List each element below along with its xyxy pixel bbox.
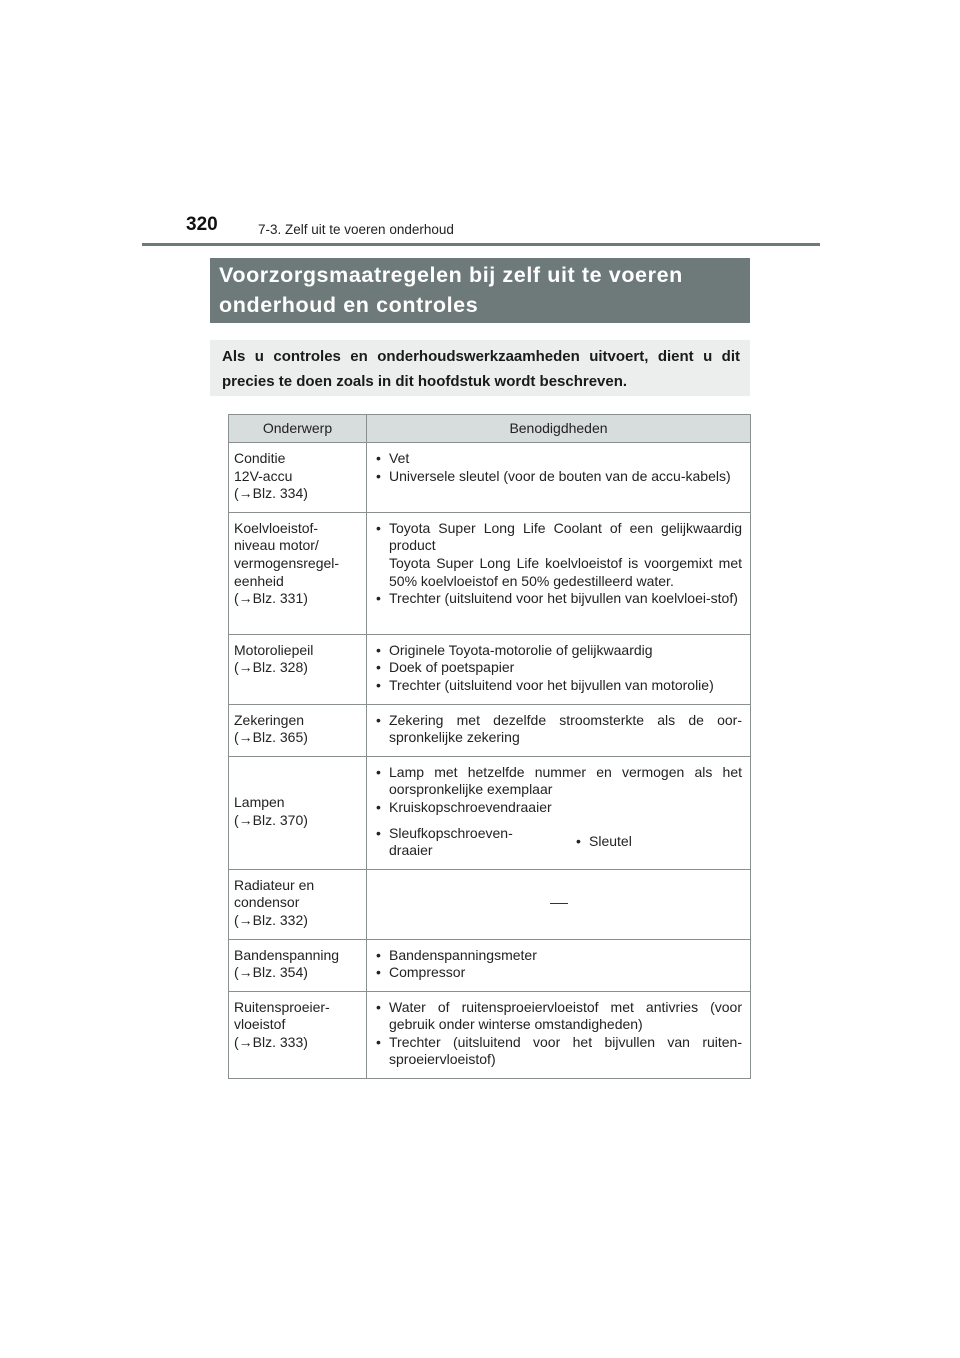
row-supplies [367, 991, 751, 1078]
list-item: • Vet [375, 450, 742, 468]
intro-text: Als u controles en onderhoudswerkzaamheden uitvoert, dient u dit precies te doen zoals in dit hoofdstuk wordt beschreven. [210, 340, 750, 396]
split-items [375, 825, 742, 860]
header-divider [142, 243, 820, 246]
list-item: • Trechter (uitsluitend voor het bijvullen van koelvloei-stof) [375, 590, 742, 608]
row-subject: Radiateur en condensor (→Blz. 332) [229, 869, 367, 939]
table-row [229, 991, 751, 1078]
row-supplies [367, 939, 751, 991]
empty-dash [550, 903, 568, 904]
table-row [229, 756, 751, 869]
maintenance-table [228, 414, 751, 1079]
table-header-row [229, 415, 751, 443]
title-line-1: Voorzorgsmaatregelen bij zelf uit te voeren [219, 263, 683, 287]
row-supplies [367, 756, 751, 869]
table-row [229, 939, 751, 991]
list-item: • Trechter (uitsluitend voor het bijvullen van motorolie) [375, 677, 742, 695]
section-title [210, 258, 750, 323]
row-subject: Bandenspanning (→Blz. 354) [229, 939, 367, 991]
list-item: • Compressor [375, 964, 742, 982]
column-header-subject: Onderwerp [229, 415, 367, 443]
list-item: • Originele Toyota-motorolie of gelijkwaardig [375, 642, 742, 660]
row-subject: Lampen (→Blz. 370) [229, 756, 367, 869]
list-item: • Sleutel [575, 833, 632, 851]
table-row [229, 704, 751, 756]
row-supplies [367, 704, 751, 756]
list-item-note: Toyota Super Long Life koelvloeistof is voorgemixt met 50% koelvloeistof en 50% gedestilleerd water. [389, 554, 742, 589]
list-item: • Universele sleutel (voor de bouten van de accu-kabels) [375, 468, 742, 486]
table-row [229, 869, 751, 939]
list-item: • Bandenspanningsmeter [375, 947, 742, 965]
table-row [229, 634, 751, 704]
row-supplies [367, 869, 751, 939]
table-row [229, 443, 751, 513]
row-subject: Zekeringen (→Blz. 365) [229, 704, 367, 756]
table-row [229, 512, 751, 634]
row-subject: Koelvloeistof- niveau motor/ vermogensregel- eenheid (→Blz. 331) [229, 512, 367, 634]
list-item: • Water of ruitensproeiervloeistof met antivries (voor gebruik onder winterse omstandigheden) [375, 999, 742, 1034]
title-line-2: onderhoud en controles [219, 293, 479, 317]
list-item: • Lamp met hetzelfde nummer en vermogen als het oorspronkelijke exemplaar [375, 764, 742, 799]
column-header-supplies: Benodigdheden [367, 415, 751, 443]
list-item: • Zekering met dezelfde stroomsterkte als de oor-spronkelijke zekering [375, 712, 742, 747]
row-supplies [367, 512, 751, 634]
list-item: • Doek of poetspapier [375, 659, 742, 677]
list-item: • Toyota Super Long Life Coolant of een gelijkwaardig product Toyota Super Long Life koelvloeistof is voorgemixt met 50% koelvloeistof en 50% gedestilleerd water. [375, 520, 742, 590]
row-subject: Conditie 12V-accu (→Blz. 334) [229, 443, 367, 513]
row-supplies [367, 634, 751, 704]
list-item: • Sleufkopschroeven-draaier [375, 825, 539, 860]
row-subject: Motoroliepeil (→Blz. 328) [229, 634, 367, 704]
list-item: • Kruiskopschroevendraaier [375, 799, 742, 817]
row-subject: Ruitensproeier- vloeistof (→Blz. 333) [229, 991, 367, 1078]
page-number: 320 [186, 214, 218, 235]
list-item: • Trechter (uitsluitend voor het bijvullen van ruiten-sproeiervloeistof) [375, 1034, 742, 1069]
row-supplies [367, 443, 751, 513]
section-label: 7-3. Zelf uit te voeren onderhoud [258, 222, 454, 237]
